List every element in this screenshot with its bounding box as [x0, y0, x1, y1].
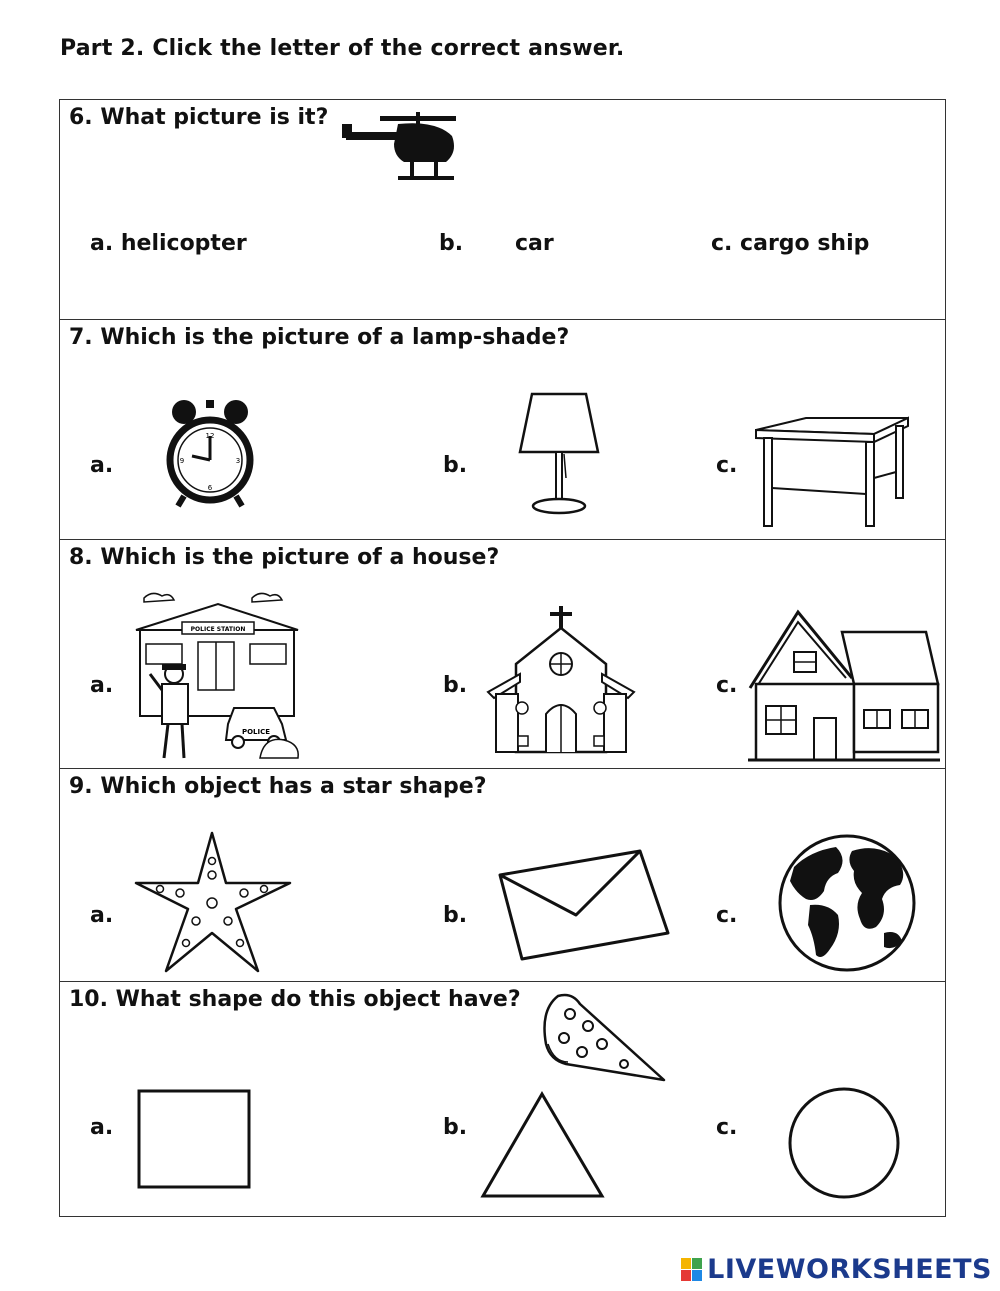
page-heading: Part 2. Click the letter of the correct answer. [60, 36, 625, 61]
footer-brand [681, 1254, 992, 1285]
option-b-car[interactable]: car [515, 231, 554, 256]
option-b[interactable]: b. [443, 673, 468, 698]
option-c-cargo-ship[interactable]: c. cargo ship [711, 231, 870, 256]
question-8 [59, 539, 946, 769]
option-c[interactable]: c. [716, 453, 738, 478]
liveworksheets-logo-icon [681, 1258, 703, 1282]
circle-shape-icon[interactable] [786, 1086, 902, 1200]
option-c[interactable]: c. [716, 673, 738, 698]
svg-text:12: 12 [205, 432, 215, 440]
police-car-label: POLICE [241, 728, 271, 736]
church-icon[interactable] [486, 604, 636, 756]
lamp-icon[interactable] [514, 392, 604, 518]
option-a[interactable]: a. [90, 673, 114, 698]
option-a[interactable]: a. [90, 903, 114, 928]
table-icon[interactable] [754, 416, 910, 528]
house-icon[interactable] [746, 608, 940, 764]
question-title: 7. Which is the picture of a lamp-shade? [69, 325, 570, 350]
footer-brand-text: LIVEWORKSHEETS [707, 1254, 992, 1285]
globe-icon[interactable] [776, 833, 918, 973]
option-c[interactable]: c. [716, 903, 738, 928]
question-10 [59, 981, 946, 1217]
starfish-icon[interactable] [134, 831, 294, 975]
option-a[interactable]: a. [90, 453, 114, 478]
option-b[interactable]: b. [443, 1115, 468, 1140]
question-title: 8. Which is the picture of a house? [69, 545, 500, 570]
option-c[interactable]: c. [716, 1115, 738, 1140]
option-b-letter[interactable]: b. [439, 231, 464, 256]
option-a[interactable]: a. [90, 1115, 114, 1140]
svg-text:3: 3 [235, 457, 241, 465]
question-6 [59, 99, 946, 320]
svg-text:9: 9 [179, 457, 185, 465]
question-7 [59, 319, 946, 540]
envelope-icon[interactable] [496, 847, 672, 963]
helicopter-icon [340, 106, 460, 188]
pizza-slice-icon [540, 992, 666, 1084]
question-title: 10. What shape do this object have? [69, 987, 521, 1012]
svg-text:6: 6 [207, 484, 213, 492]
question-title: 9. Which object has a star shape? [69, 774, 487, 799]
option-a-helicopter[interactable]: a. helicopter [90, 231, 247, 256]
police-station-icon[interactable] [134, 590, 302, 762]
triangle-shape-icon[interactable] [480, 1090, 606, 1200]
square-shape-icon[interactable] [136, 1088, 252, 1190]
question-title: 6. What picture is it? [69, 105, 329, 130]
alarm-clock-icon[interactable] [164, 398, 256, 510]
option-b[interactable]: b. [443, 903, 468, 928]
option-b[interactable]: b. [443, 453, 468, 478]
question-9 [59, 768, 946, 982]
police-station-sign: POLICE STATION [190, 626, 246, 633]
